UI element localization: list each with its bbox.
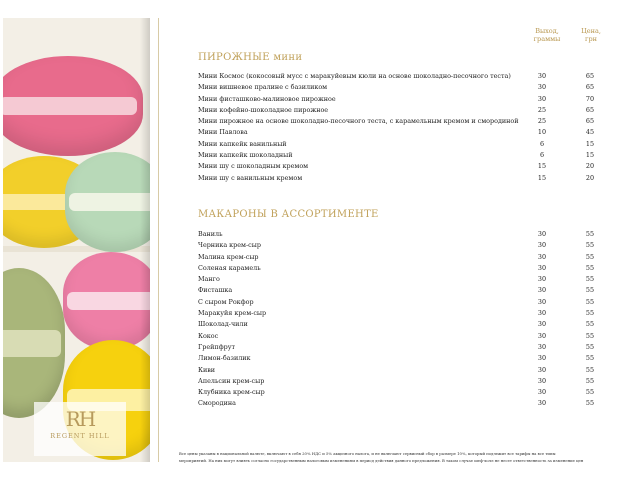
- menu-item-row: [198, 285, 608, 296]
- item-price: 55: [585, 275, 595, 284]
- item-price: 65: [585, 105, 595, 114]
- item-price: 55: [585, 241, 595, 250]
- item-price: 55: [585, 286, 595, 295]
- item-price: 15: [585, 151, 595, 160]
- item-name: Мини кофейно-шоколадное пирожное: [198, 105, 329, 114]
- item-weight: 15: [537, 173, 547, 182]
- menu-item-row: [198, 353, 608, 364]
- item-price: 55: [585, 388, 595, 397]
- item-name: Мини капкейк ванильный: [198, 139, 287, 148]
- item-weight: 30: [537, 286, 547, 295]
- item-price: 20: [585, 162, 595, 171]
- menu-item-row: [198, 105, 608, 116]
- item-name: Смородина: [198, 399, 236, 408]
- item-name: Мини Космос (кокосовый мусс с маракуйевым кюли на основе шоколадно-песочного теста): [198, 72, 511, 80]
- menu-item-row: [198, 319, 608, 330]
- menu-item-row: [198, 376, 608, 387]
- item-weight: 30: [537, 399, 547, 408]
- item-weight: 30: [537, 83, 547, 92]
- item-weight: 25: [537, 117, 547, 126]
- item-name: Соленая карамель: [198, 263, 261, 272]
- item-weight: 30: [537, 263, 547, 272]
- item-weight: 30: [537, 72, 547, 80]
- item-name: Шоколад-чили: [198, 320, 248, 329]
- item-price: 15: [585, 139, 595, 148]
- item-weight: 30: [537, 365, 547, 374]
- menu-item-row: [198, 116, 608, 127]
- item-price: 55: [585, 230, 595, 238]
- item-price: 65: [585, 72, 595, 80]
- green-macaron: [3, 268, 65, 418]
- photo-edge-shadow: [140, 18, 150, 462]
- item-weight: 30: [537, 94, 547, 103]
- regent-hill-logo: [34, 402, 126, 456]
- menu-item-row: [198, 387, 608, 398]
- section-title-mini-cakes: ПИРОЖНЫЕ мини: [198, 52, 303, 63]
- menu-item-row: [198, 229, 608, 240]
- item-name: Фисташка: [198, 286, 233, 295]
- item-price: 55: [585, 399, 595, 408]
- menu-item-row: [198, 263, 608, 274]
- mini-cakes-list: [198, 71, 608, 184]
- item-name: Грейпфрут: [198, 342, 236, 351]
- panel-divider: [158, 18, 159, 462]
- item-name: Ваниль: [198, 230, 223, 238]
- item-name: Киви: [198, 365, 216, 374]
- item-price: 55: [585, 354, 595, 363]
- menu-item-row: [198, 173, 608, 184]
- item-name: Кокос: [198, 331, 219, 340]
- item-price: 55: [585, 320, 595, 329]
- item-weight: 30: [537, 252, 547, 261]
- mint-macaron: [65, 152, 150, 252]
- item-name: Малина крем-сыр: [198, 252, 259, 261]
- menu-item-row: [198, 240, 608, 251]
- item-weight: 30: [537, 331, 547, 340]
- item-weight: 30: [537, 241, 547, 250]
- menu-item-row: [198, 365, 608, 376]
- item-price: 55: [585, 376, 595, 385]
- menu-item-row: [198, 71, 608, 82]
- item-name: Мини фисташково-малиновое пирожное: [198, 94, 336, 103]
- menu-item-row: [198, 331, 608, 342]
- item-name: Мини шу с шоколадным кремом: [198, 162, 309, 171]
- menu-item-row: [198, 297, 608, 308]
- item-price: 55: [585, 331, 595, 340]
- macarons-photo: [3, 18, 150, 462]
- item-weight: 30: [537, 342, 547, 351]
- item-price: 65: [585, 83, 595, 92]
- menu-item-row: [198, 274, 608, 285]
- menu-item-row: [198, 252, 608, 263]
- item-name: Мини шу с ванильным кремом: [198, 173, 303, 182]
- item-name: Клубника крем-сыр: [198, 388, 265, 397]
- item-price: 45: [585, 128, 595, 137]
- item-name: Мини Павлова: [198, 128, 248, 137]
- item-name: Мини вишневое пралине с базиликом: [198, 83, 328, 92]
- logo-monogram: RH: [65, 407, 95, 431]
- logo-name: REGENT HILL: [50, 432, 110, 440]
- item-price: 55: [585, 365, 595, 374]
- macarons-list: [198, 229, 608, 410]
- item-weight: 30: [537, 230, 547, 238]
- item-name: Манго: [198, 275, 220, 284]
- item-price: 70: [585, 94, 595, 103]
- menu-item-row: [198, 82, 608, 93]
- item-weight: 6: [539, 139, 545, 148]
- item-weight: 25: [537, 105, 547, 114]
- pink-macaron: [3, 56, 143, 156]
- item-price: 55: [585, 263, 595, 272]
- menu-item-row: [198, 308, 608, 319]
- item-weight: 6: [539, 151, 545, 160]
- item-weight: 30: [537, 354, 547, 363]
- column-header-weight: Выход, граммы: [533, 27, 561, 43]
- item-name: С сыром Рокфор: [198, 297, 254, 306]
- price-footnote: [179, 451, 629, 464]
- menu-item-row: [198, 342, 608, 353]
- footnote-line: Все цены указаны в национальной валюте, включают в себя 20% НДС и 5% акцизного налога, и не включают сервисный сбор в размере 10%, который подлежит все тарифы на все типы: [179, 451, 556, 456]
- item-price: 55: [585, 252, 595, 261]
- footnote-line: мероприятий. На них могут влиять согласно государственным налоговым изменениям в период действия данного предложения. В таком случае шеф-холл не несет ответственность за изменение цен: [179, 457, 584, 463]
- menu-item-row: [198, 94, 608, 105]
- item-name: Маракуйя крем-сыр: [198, 309, 267, 318]
- item-price: 65: [585, 117, 595, 126]
- item-name: Апельсин крем-сыр: [198, 376, 265, 385]
- item-weight: 30: [537, 320, 547, 329]
- menu-item-row: [198, 127, 608, 138]
- item-price: 55: [585, 309, 595, 318]
- menu-item-row: [198, 161, 608, 172]
- item-weight: 30: [537, 275, 547, 284]
- item-price: 55: [585, 342, 595, 351]
- section-title-macarons: МАКАРОНЫ В АССОРТИМЕНТЕ: [198, 209, 379, 220]
- item-weight: 30: [537, 297, 547, 306]
- item-price: 55: [585, 297, 595, 306]
- item-weight: 10: [537, 128, 547, 137]
- column-header-price: Цена, грн: [581, 27, 601, 43]
- pink-macaron-small: [63, 252, 150, 350]
- item-name: Лимон-базилик: [198, 354, 251, 363]
- item-price: 20: [585, 173, 595, 182]
- item-weight: 30: [537, 309, 547, 318]
- item-weight: 15: [537, 162, 547, 171]
- item-weight: 30: [537, 388, 547, 397]
- item-name: Черника крем-сыр: [198, 241, 261, 250]
- item-name: Мини пирожное на основе шоколадно-песочного теста, с карамельным кремом и смородиной: [198, 117, 519, 126]
- menu-item-row: [198, 139, 608, 150]
- item-weight: 30: [537, 376, 547, 385]
- item-name: Мини капкейк шоколадный: [198, 151, 293, 160]
- menu-item-row: [198, 398, 608, 409]
- menu-item-row: [198, 150, 608, 161]
